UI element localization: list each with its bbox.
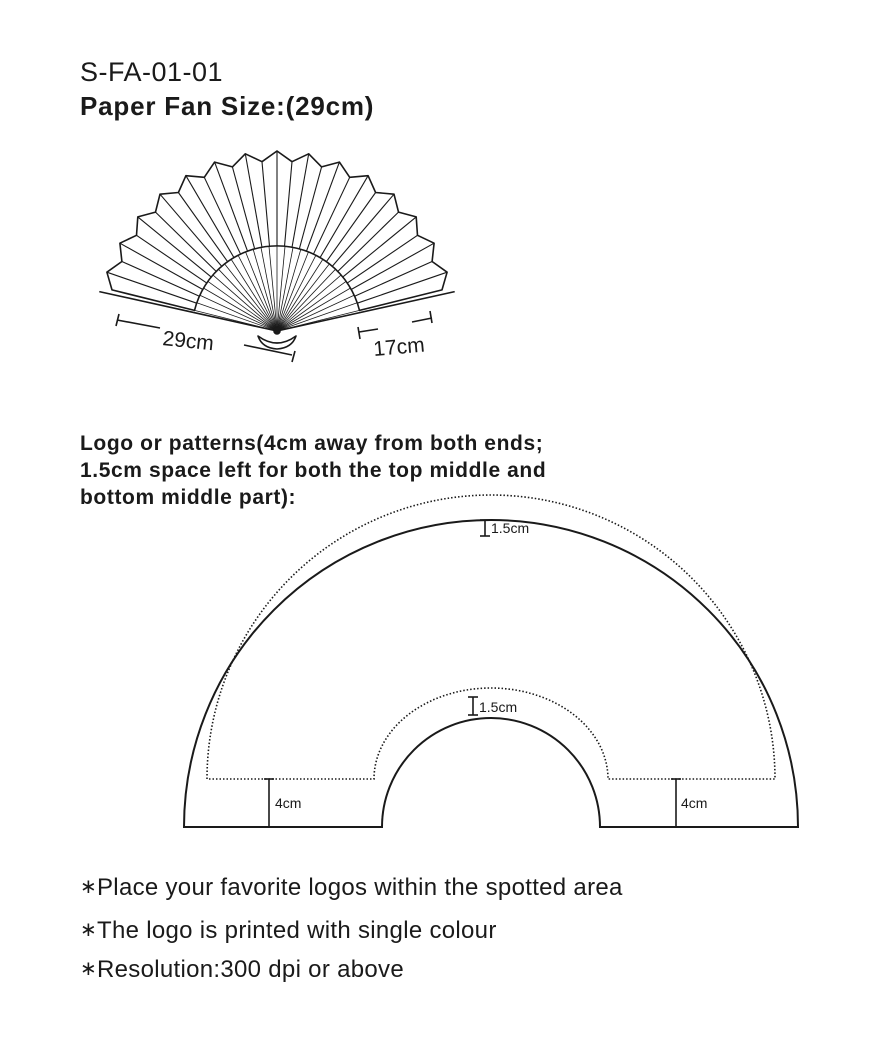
margin-markers bbox=[264, 520, 681, 827]
inner-margin-label: 1.5cm bbox=[479, 699, 518, 715]
list-item bbox=[80, 956, 404, 984]
logo-area-note bbox=[80, 430, 546, 511]
logo-note-line: Logo or patterns(4cm away from both ends; bbox=[80, 432, 544, 455]
fan-rib bbox=[246, 252, 277, 331]
product-code: S-FA-01-01 bbox=[80, 57, 224, 87]
left-end-label: 4cm bbox=[275, 795, 302, 811]
page-title: Paper Fan Size:(29cm) bbox=[80, 91, 375, 121]
list-item bbox=[80, 917, 497, 945]
list-item bbox=[80, 874, 623, 902]
bullet-star-icon: ∗ bbox=[80, 958, 98, 980]
paper-height-label: 17cm bbox=[372, 333, 426, 361]
folded-fan-illustration bbox=[99, 151, 454, 349]
top-margin-label: 1.5cm bbox=[491, 520, 530, 536]
note-text: Resolution:300 dpi or above bbox=[97, 956, 404, 983]
fan-handle bbox=[258, 336, 296, 349]
fan-rib bbox=[277, 252, 308, 331]
unfolded-fan-outline bbox=[184, 520, 798, 827]
right-end-label: 4cm bbox=[681, 795, 708, 811]
printable-area-dotted bbox=[207, 495, 775, 779]
total-length-label: 29cm bbox=[161, 327, 215, 356]
note-text: The logo is printed with single colour bbox=[97, 917, 497, 944]
note-text: Place your favorite logos within the spotted area bbox=[97, 874, 623, 901]
bullet-star-icon: ∗ bbox=[80, 876, 98, 898]
logo-note-line: 1.5cm space left for both the top middle and bbox=[80, 459, 547, 482]
logo-note-line: bottom middle part): bbox=[80, 486, 297, 509]
bullet-star-icon: ∗ bbox=[80, 919, 98, 941]
fan-pivot bbox=[274, 328, 280, 334]
